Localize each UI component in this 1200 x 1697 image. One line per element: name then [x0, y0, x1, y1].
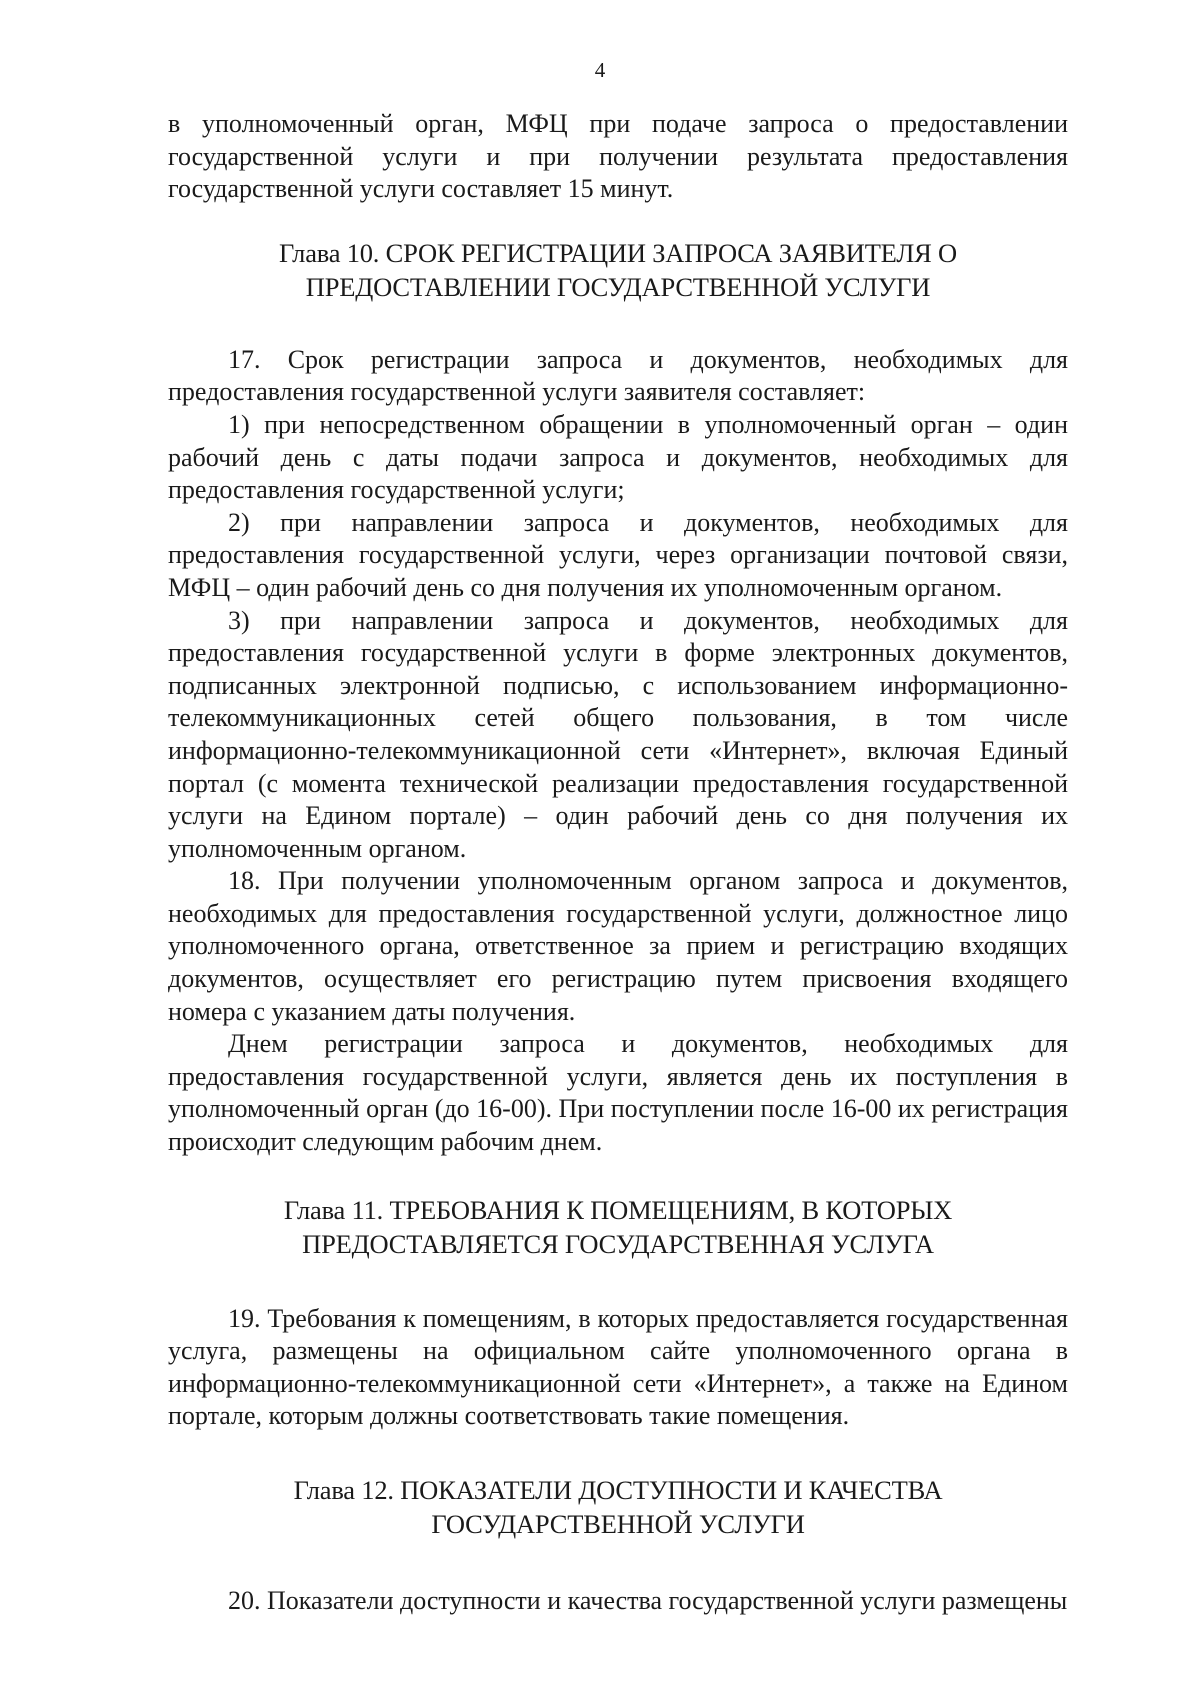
chapter-11-heading-line-2: ПРЕДОСТАВЛЯЕТСЯ ГОСУДАРСТВЕННАЯ УСЛУГА — [302, 1228, 934, 1259]
document-body — [168, 108, 1068, 1618]
chapter-10-heading-line-2: ПРЕДОСТАВЛЕНИИ ГОСУДАРСТВЕННОЙ УСЛУГИ — [305, 271, 931, 302]
paragraph-18: 18. При получении уполномоченным органом запроса и документов, необходимых для предоставления государственной услуги, должностное лицо уполномоченного органа, ответственное за прием и регистрацию входящих документов, осуществляет его регистрацию путем присвоения входящего номера с указанием даты получения. — [168, 866, 1068, 1026]
chapter-11-heading — [168, 1193, 1068, 1261]
chapter-11-heading-line-1: Глава 11. ТРЕБОВАНИЯ К ПОМЕЩЕНИЯМ, В КОТОРЫХ — [283, 1194, 953, 1225]
paragraph-17-item-1: 1) при непосредственном обращении в уполномоченный орган – один рабочий день с даты подачи запроса и документов, необходимых для предоставления государственной услуги; — [168, 409, 1068, 505]
paragraph-17-item-3: 3) при направлении запроса и документов, необходимых для предоставления государственной услуги в форме электронных документов, подписанных электронной подписью, с использованием информационно-телекоммуникационных сетей общего пользования, в том числе информационно-телекоммуникационной сети «Интернет», включая Единый портал (с момента технической реализации предоставления государственной услуги на Едином портале) – один рабочий день со дня получения их уполномоченным органом. — [168, 605, 1068, 863]
paragraph-17: 17. Срок регистрации запроса и документов, необходимых для предоставления государственной услуги заявителя составляет: — [168, 344, 1068, 407]
chapter-12-heading — [168, 1473, 1068, 1541]
paragraph-20: 20. Показатели доступности и качества государственной услуги размещены — [228, 1586, 1068, 1615]
paragraph-intro: в уполномоченный орган, МФЦ при подаче запроса о предоставлении государственной услуги и при получении результата предоставления государственной услуги составляет 15 минут. — [168, 109, 1068, 204]
paragraph-18-registration-day: Днем регистрации запроса и документов, необходимых для предоставления государственной услуги, является день их поступления в уполномоченный орган (до 16-00). При поступлении после 16-00 их регистрация происходит следующим рабочим днем. — [168, 1029, 1068, 1157]
chapter-10-heading — [168, 236, 1068, 304]
chapter-12-heading-line-1: Глава 12. ПОКАЗАТЕЛИ ДОСТУПНОСТИ И КАЧЕСТВА — [293, 1475, 943, 1505]
chapter-12-heading-line-2: ГОСУДАРСТВЕННОЙ УСЛУГИ — [431, 1509, 805, 1539]
paragraph-17-item-2: 2) при направлении запроса и документов, необходимых для предоставления государственной услуги, через организации почтовой связи, МФЦ – один рабочий день со дня получения их уполномоченным органом. — [168, 507, 1068, 602]
paragraph-19: 19. Требования к помещениям, в которых предоставляется государственная услуга, размещены на официальном сайте уполномоченного органа в информационно-телекоммуникационной сети «Интернет», а также на Едином портале, которым должны соответствовать такие помещения. — [168, 1303, 1068, 1431]
page-number: 4 — [594, 58, 606, 82]
chapter-10-heading-line-1: Глава 10. СРОК РЕГИСТРАЦИИ ЗАПРОСА ЗАЯВИТЕЛЯ О — [279, 237, 957, 268]
